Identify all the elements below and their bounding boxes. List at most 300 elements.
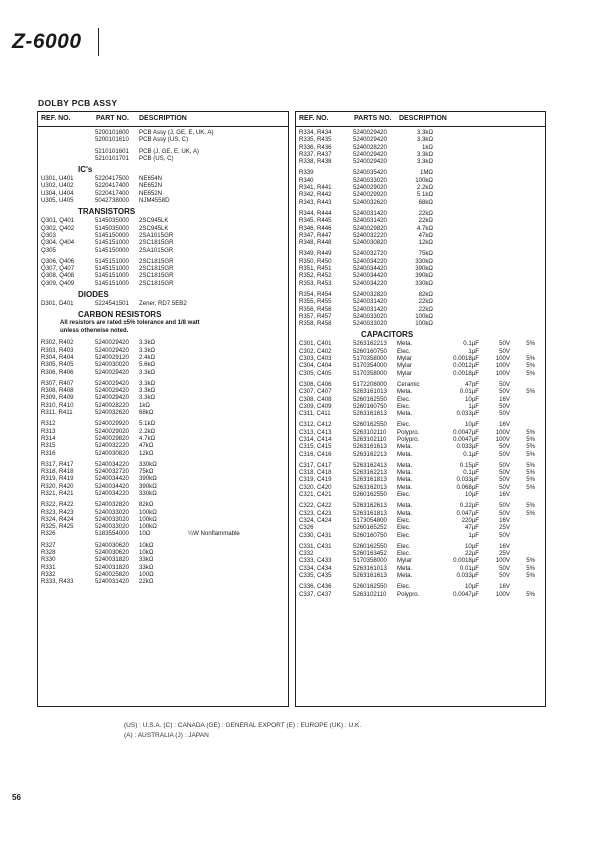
table-row bbox=[296, 340, 545, 347]
table-row bbox=[38, 217, 288, 224]
part-no: 5240031820 bbox=[95, 556, 129, 564]
description: 22kΩ bbox=[139, 578, 154, 586]
ref-no: R332 bbox=[41, 570, 56, 578]
table-row bbox=[38, 516, 288, 523]
ref-no: C326 bbox=[299, 524, 314, 532]
ref-no: R345, R445 bbox=[299, 217, 332, 225]
description: 390kΩ bbox=[139, 475, 157, 483]
table-row bbox=[296, 429, 545, 436]
cap-value: 10µF bbox=[464, 542, 479, 550]
parts-no: 5263102110 bbox=[353, 590, 387, 598]
table-row bbox=[296, 491, 545, 498]
resistance-value: 4.7kΩ bbox=[416, 224, 433, 232]
cap-voltage: 25V bbox=[499, 550, 510, 558]
ref-no: C305, C405 bbox=[299, 369, 332, 377]
ref-no: C323, C423 bbox=[299, 509, 332, 517]
parts-no: 5240029420 bbox=[353, 158, 387, 166]
ref-no: U305, U405 bbox=[41, 197, 74, 205]
table-row bbox=[38, 347, 288, 354]
part-no: 5210101601 bbox=[95, 147, 129, 155]
table-row bbox=[38, 239, 288, 246]
ref-no: C320, C420 bbox=[299, 483, 332, 491]
ref-no: R310, R410 bbox=[41, 401, 74, 409]
table-row bbox=[296, 591, 545, 598]
region-legend-line-1: (US) : U.S.A. (C) : CANADA (GE) : GENERAL EXPORT (E) : EUROPE (UK) : U.K. bbox=[124, 722, 362, 729]
cap-value: 1µF bbox=[468, 402, 479, 410]
description: 5.6kΩ bbox=[139, 361, 156, 369]
parts-no: 5260160750 bbox=[353, 531, 387, 539]
cap-voltage: 50V bbox=[499, 469, 510, 477]
cap-value: 47µF bbox=[464, 524, 479, 532]
ref-no: R347, R447 bbox=[299, 231, 332, 239]
ref-no: C331, C431 bbox=[299, 542, 332, 550]
cap-value: 0.15µF bbox=[459, 461, 479, 469]
table-row bbox=[296, 532, 545, 539]
header-ref-no: REF. NO. bbox=[41, 115, 71, 122]
page-number: 56 bbox=[12, 793, 21, 802]
parts-no: 5170358000 bbox=[353, 355, 387, 363]
ref-no: R346, R446 bbox=[299, 224, 332, 232]
table-row bbox=[38, 265, 288, 272]
table-row bbox=[38, 369, 288, 376]
ref-no: R355, R455 bbox=[299, 298, 332, 306]
ref-no: R351, R451 bbox=[299, 265, 332, 273]
resistance-value: 22kΩ bbox=[418, 209, 433, 217]
cap-voltage: 50V bbox=[499, 564, 510, 572]
table-row bbox=[296, 272, 545, 279]
description: 2SC945LK bbox=[139, 224, 169, 232]
cap-type: Elec. bbox=[397, 402, 411, 410]
cap-voltage: 50V bbox=[499, 380, 510, 388]
part-no: 5224541501 bbox=[95, 300, 129, 308]
parts-no: 5263162413 bbox=[353, 461, 387, 469]
part-no: 5220417400 bbox=[95, 189, 129, 197]
table-row bbox=[38, 420, 288, 427]
part-no: 5240030620 bbox=[95, 541, 129, 549]
resistance-value: 3.3kΩ bbox=[416, 136, 433, 144]
cap-value: 10µF bbox=[464, 583, 479, 591]
table-row bbox=[296, 239, 545, 246]
parts-no: 5240034220 bbox=[353, 279, 387, 287]
ref-no: R356, R456 bbox=[299, 305, 332, 313]
cap-type: Elec. bbox=[397, 583, 411, 591]
parts-no: 5260160750 bbox=[353, 347, 387, 355]
category-title: IC's bbox=[78, 165, 93, 175]
resistance-value: 2.2kΩ bbox=[416, 184, 433, 192]
ref-no: C337, C437 bbox=[299, 590, 332, 598]
description: 1kΩ bbox=[139, 401, 150, 409]
resistance-value: 47kΩ bbox=[418, 231, 433, 239]
description: 2SC1815GR bbox=[139, 272, 174, 280]
table-row bbox=[296, 388, 545, 395]
cap-voltage: 50V bbox=[499, 476, 510, 484]
ref-no: C334, C434 bbox=[299, 564, 332, 572]
ref-no: C335, C435 bbox=[299, 572, 332, 580]
category-heading bbox=[38, 204, 288, 217]
table-row bbox=[296, 184, 545, 191]
cap-type: Meta. bbox=[397, 469, 413, 477]
parts-no: 5263161613 bbox=[353, 443, 387, 451]
cap-type: Meta. bbox=[397, 340, 413, 348]
table-row bbox=[38, 247, 288, 254]
table-row bbox=[38, 542, 288, 549]
parts-no: 5263162213 bbox=[353, 469, 387, 477]
ref-no: R309, R409 bbox=[41, 394, 74, 402]
ref-no: C319, C419 bbox=[299, 476, 332, 484]
table-row bbox=[38, 387, 288, 394]
ref-no: R319, R419 bbox=[41, 475, 74, 483]
table-row bbox=[296, 443, 545, 450]
part-no: 5240029420 bbox=[95, 394, 129, 402]
table-row bbox=[296, 550, 545, 557]
cap-type: Meta. bbox=[397, 443, 413, 451]
cap-voltage: 50V bbox=[499, 340, 510, 348]
parts-no: 5240031420 bbox=[353, 298, 387, 306]
description-extra: ¼W Nonflammable bbox=[188, 530, 240, 538]
parts-no: 5240028220 bbox=[353, 143, 387, 151]
cap-value: 1µF bbox=[468, 347, 479, 355]
table-row bbox=[296, 381, 545, 388]
ref-no: R354, R454 bbox=[299, 290, 332, 298]
table-row bbox=[38, 129, 288, 136]
table-row bbox=[296, 144, 545, 151]
table-row bbox=[296, 250, 545, 257]
cap-type: Mylar bbox=[397, 557, 412, 565]
parts-no: 5240032820 bbox=[353, 290, 387, 298]
description: 2SC1815GR bbox=[139, 279, 174, 287]
ref-no: Q304, Q404 bbox=[41, 239, 75, 247]
cap-type: Polypro. bbox=[397, 428, 420, 436]
part-no: 5240034420 bbox=[95, 482, 129, 490]
table-row bbox=[296, 191, 545, 198]
ref-no: D301, D401 bbox=[41, 300, 74, 308]
cap-value: 10µF bbox=[464, 421, 479, 429]
table-row bbox=[38, 509, 288, 516]
description: 100kΩ bbox=[139, 515, 157, 523]
cap-voltage: 100V bbox=[495, 362, 510, 370]
ref-no: R315 bbox=[41, 442, 56, 450]
ref-no: R348, R448 bbox=[299, 239, 332, 247]
description: 3.3kΩ bbox=[139, 394, 156, 402]
parts-no: 5260165252 bbox=[353, 524, 387, 532]
table-row bbox=[38, 394, 288, 401]
part-no: 5240029920 bbox=[95, 420, 129, 428]
table-header-left bbox=[38, 112, 288, 127]
ref-no: C315, C415 bbox=[299, 443, 332, 451]
table-row bbox=[38, 380, 288, 387]
ref-no: R302, R402 bbox=[41, 339, 74, 347]
ref-no: R344, R444 bbox=[299, 209, 332, 217]
description: 10Ω bbox=[139, 530, 151, 538]
description: 3.3kΩ bbox=[139, 368, 156, 376]
table-row bbox=[38, 280, 288, 287]
table-row bbox=[296, 129, 545, 136]
cap-voltage: 100V bbox=[495, 355, 510, 363]
parts-no: 5260162550 bbox=[353, 542, 387, 550]
table-row bbox=[38, 300, 288, 307]
description: 75kΩ bbox=[139, 468, 154, 476]
cap-tolerance: 5% bbox=[526, 509, 535, 517]
cap-tolerance: 5% bbox=[526, 388, 535, 396]
ref-no: Q307, Q407 bbox=[41, 265, 75, 273]
cap-value: 10µF bbox=[464, 491, 479, 499]
resistance-value: 1MΩ bbox=[419, 169, 433, 177]
ref-no: R336, R436 bbox=[299, 143, 332, 151]
cap-type: Mylar bbox=[397, 355, 412, 363]
parts-no: 5263162213 bbox=[353, 450, 387, 458]
cap-value: 0.1µF bbox=[463, 450, 479, 458]
cap-type: Meta. bbox=[397, 502, 413, 510]
cap-voltage: 16V bbox=[499, 395, 510, 403]
part-no: 5240034220 bbox=[95, 489, 129, 497]
ref-no: R350, R450 bbox=[299, 257, 332, 265]
cap-tolerance: 5% bbox=[526, 476, 535, 484]
table-row bbox=[296, 265, 545, 272]
ref-no: R341, R441 bbox=[299, 184, 332, 192]
description: 10kΩ bbox=[139, 549, 154, 557]
table-row bbox=[38, 409, 288, 416]
part-no: 5240029420 bbox=[95, 339, 129, 347]
cap-voltage: 50V bbox=[499, 509, 510, 517]
cap-value: 0.033µF bbox=[456, 476, 479, 484]
parts-no: 5240029420 bbox=[353, 150, 387, 158]
ref-no: Q302, Q402 bbox=[41, 224, 75, 232]
description: 3.3kΩ bbox=[139, 346, 156, 354]
part-no: 5200101610 bbox=[95, 136, 129, 144]
part-no: 5240029420 bbox=[95, 379, 129, 387]
table-row bbox=[296, 199, 545, 206]
cap-type: Meta. bbox=[397, 461, 413, 469]
parts-no: 5240031420 bbox=[353, 305, 387, 313]
table-row bbox=[38, 428, 288, 435]
ref-no: C318, C418 bbox=[299, 469, 332, 477]
cap-tolerance: 5% bbox=[526, 483, 535, 491]
cap-voltage: 50V bbox=[499, 483, 510, 491]
part-no: 5240034220 bbox=[95, 460, 129, 468]
description: 2SA1015GR bbox=[139, 231, 174, 239]
parts-no: 5240033020 bbox=[353, 320, 387, 328]
cap-value: 47pF bbox=[465, 380, 479, 388]
ref-no: R335, R435 bbox=[299, 136, 332, 144]
header-description: DESCRIPTION bbox=[399, 115, 447, 122]
ref-no: R330 bbox=[41, 556, 56, 564]
table-row bbox=[38, 483, 288, 490]
cap-voltage: 100V bbox=[495, 590, 510, 598]
table-row bbox=[296, 298, 545, 305]
part-no: 5240031420 bbox=[95, 578, 129, 586]
cap-value: 0.047µF bbox=[456, 509, 479, 517]
parts-no: 5240031420 bbox=[353, 209, 387, 217]
cap-voltage: 100V bbox=[495, 369, 510, 377]
ref-no: R313 bbox=[41, 427, 56, 435]
ref-no: R324, R424 bbox=[41, 515, 74, 523]
table-row bbox=[296, 225, 545, 232]
parts-no: 5240030820 bbox=[353, 239, 387, 247]
table-row bbox=[296, 210, 545, 217]
cap-value: 0.0018µF bbox=[453, 369, 479, 377]
description: 330kΩ bbox=[139, 460, 157, 468]
ref-no: R308, R408 bbox=[41, 387, 74, 395]
cap-voltage: 50V bbox=[499, 461, 510, 469]
ref-no: C322, C422 bbox=[299, 502, 332, 510]
ref-no: R337, R437 bbox=[299, 150, 332, 158]
category-heading bbox=[38, 162, 288, 175]
category-title: TRANSISTORS bbox=[78, 207, 136, 217]
parts-no: 5263162613 bbox=[353, 502, 387, 510]
description: 68kΩ bbox=[139, 409, 154, 417]
cap-voltage: 50V bbox=[499, 572, 510, 580]
table-row bbox=[296, 543, 545, 550]
resistance-value: 1kΩ bbox=[422, 143, 433, 151]
parts-no: 5260162550 bbox=[353, 583, 387, 591]
table-row bbox=[38, 530, 288, 537]
cap-voltage: 100V bbox=[495, 557, 510, 565]
parts-no: 5240031420 bbox=[353, 217, 387, 225]
ref-no: C316, C416 bbox=[299, 450, 332, 458]
resistor-note bbox=[38, 328, 288, 336]
parts-no: 5263162013 bbox=[353, 483, 387, 491]
resistance-value: 82kΩ bbox=[418, 290, 433, 298]
ref-no: Q306, Q406 bbox=[41, 257, 75, 265]
table-row bbox=[296, 469, 545, 476]
cap-value: 0.0047µF bbox=[453, 428, 479, 436]
table-row bbox=[296, 484, 545, 491]
ref-no: Q303 bbox=[41, 231, 56, 239]
cap-type: Ceramic bbox=[397, 380, 420, 388]
table-row bbox=[38, 501, 288, 508]
cap-value: 220µF bbox=[461, 516, 479, 524]
ref-no: C309, C409 bbox=[299, 402, 332, 410]
parts-no: 5263102110 bbox=[353, 428, 387, 436]
ref-no: C306, C406 bbox=[299, 380, 332, 388]
ref-no: C303, C403 bbox=[299, 355, 332, 363]
table-row bbox=[296, 158, 545, 165]
table-row bbox=[296, 476, 545, 483]
table-row bbox=[296, 462, 545, 469]
parts-no: 5240033020 bbox=[353, 176, 387, 184]
parts-no: 5263161013 bbox=[353, 564, 387, 572]
cap-value: 0.01µF bbox=[459, 388, 479, 396]
table-row bbox=[296, 258, 545, 265]
cap-value: 0.0012µF bbox=[453, 362, 479, 370]
parts-no: 5240034420 bbox=[353, 272, 387, 280]
ref-no: C301, C401 bbox=[299, 340, 332, 348]
ref-no: R303, R403 bbox=[41, 346, 74, 354]
cap-type: Elec. bbox=[397, 491, 411, 499]
description: 10kΩ bbox=[139, 541, 154, 549]
model-title-rule bbox=[98, 28, 99, 56]
table-row bbox=[296, 169, 545, 176]
resistance-value: 68kΩ bbox=[418, 198, 433, 206]
ref-no: R340 bbox=[299, 176, 314, 184]
ref-no: C324, C424 bbox=[299, 516, 332, 524]
table-row bbox=[296, 524, 545, 531]
ref-no: C307, C407 bbox=[299, 388, 332, 396]
resistance-value: 22kΩ bbox=[418, 217, 433, 225]
ref-no: C308, C408 bbox=[299, 395, 332, 403]
ref-no: R327 bbox=[41, 541, 56, 549]
table-row bbox=[38, 564, 288, 571]
ref-no: R357, R457 bbox=[299, 312, 332, 320]
description: PCB Assy (J, GE, E, UK, A) bbox=[139, 129, 214, 136]
cap-voltage: 50V bbox=[499, 502, 510, 510]
part-no: 5240032220 bbox=[95, 442, 129, 450]
description: 100kΩ bbox=[139, 508, 157, 516]
table-row bbox=[38, 339, 288, 346]
cap-type: Meta. bbox=[397, 388, 413, 396]
table-row bbox=[38, 402, 288, 409]
table-row bbox=[296, 451, 545, 458]
cap-type: Meta. bbox=[397, 476, 413, 484]
resistance-value: 3.3kΩ bbox=[416, 150, 433, 158]
part-no: 5240033020 bbox=[95, 515, 129, 523]
parts-no: 5263161013 bbox=[353, 388, 387, 396]
description: NE652N bbox=[139, 182, 163, 190]
description: 3.3kΩ bbox=[139, 387, 156, 395]
header-description: DESCRIPTION bbox=[139, 115, 187, 122]
parts-no: 5260162550 bbox=[353, 395, 387, 403]
parts-no: 5240029420 bbox=[353, 129, 387, 136]
cap-value: 10µF bbox=[464, 395, 479, 403]
ref-no: R325, R425 bbox=[41, 523, 74, 531]
part-no: 5240025820 bbox=[95, 570, 129, 578]
description: PCB (J, GE, E, UK, A) bbox=[139, 147, 199, 155]
part-no: 5240030620 bbox=[95, 549, 129, 557]
table-row bbox=[296, 502, 545, 509]
table-row bbox=[296, 217, 545, 224]
part-no: 5042738000 bbox=[95, 197, 129, 205]
parts-no: 5170358000 bbox=[353, 557, 387, 565]
ref-no: C312, C412 bbox=[299, 421, 332, 429]
ref-no: U301, U401 bbox=[41, 175, 74, 183]
cap-tolerance: 5% bbox=[526, 590, 535, 598]
part-no: 5240033020 bbox=[95, 523, 129, 531]
table-row bbox=[296, 151, 545, 158]
cap-value: 1µF bbox=[468, 531, 479, 539]
description: 390kΩ bbox=[139, 482, 157, 490]
ref-no: R333, R433 bbox=[41, 578, 74, 586]
cap-type: Elec. bbox=[397, 421, 411, 429]
description: 3.3kΩ bbox=[139, 339, 156, 347]
cap-type: Elec. bbox=[397, 524, 411, 532]
ref-no: C304, C404 bbox=[299, 362, 332, 370]
cap-tolerance: 5% bbox=[526, 461, 535, 469]
ref-no: C311, C411 bbox=[299, 410, 331, 418]
description: 100Ω bbox=[139, 570, 154, 578]
parts-no: 5240035420 bbox=[353, 169, 387, 177]
cap-value: 0.0018µF bbox=[453, 355, 479, 363]
category-heading bbox=[38, 307, 288, 320]
table-row bbox=[38, 578, 288, 585]
table-row bbox=[38, 175, 288, 182]
description: 330kΩ bbox=[139, 489, 157, 497]
description: Zener, RD7.5EB2 bbox=[139, 300, 187, 308]
table-row bbox=[296, 177, 545, 184]
ref-no: C332 bbox=[299, 550, 314, 558]
table-row bbox=[296, 403, 545, 410]
table-row bbox=[38, 450, 288, 457]
ref-no: C333, C433 bbox=[299, 557, 332, 565]
table-row bbox=[38, 197, 288, 204]
ref-no: R339 bbox=[299, 169, 314, 177]
cap-value: 0.1µF bbox=[463, 340, 479, 348]
part-no: 5240029820 bbox=[95, 434, 129, 442]
table-row bbox=[296, 355, 545, 362]
ref-no: R343, R443 bbox=[299, 198, 332, 206]
cap-value: 0.0018µF bbox=[453, 557, 479, 565]
parts-no: 5263161813 bbox=[353, 509, 387, 517]
table-row bbox=[38, 571, 288, 578]
